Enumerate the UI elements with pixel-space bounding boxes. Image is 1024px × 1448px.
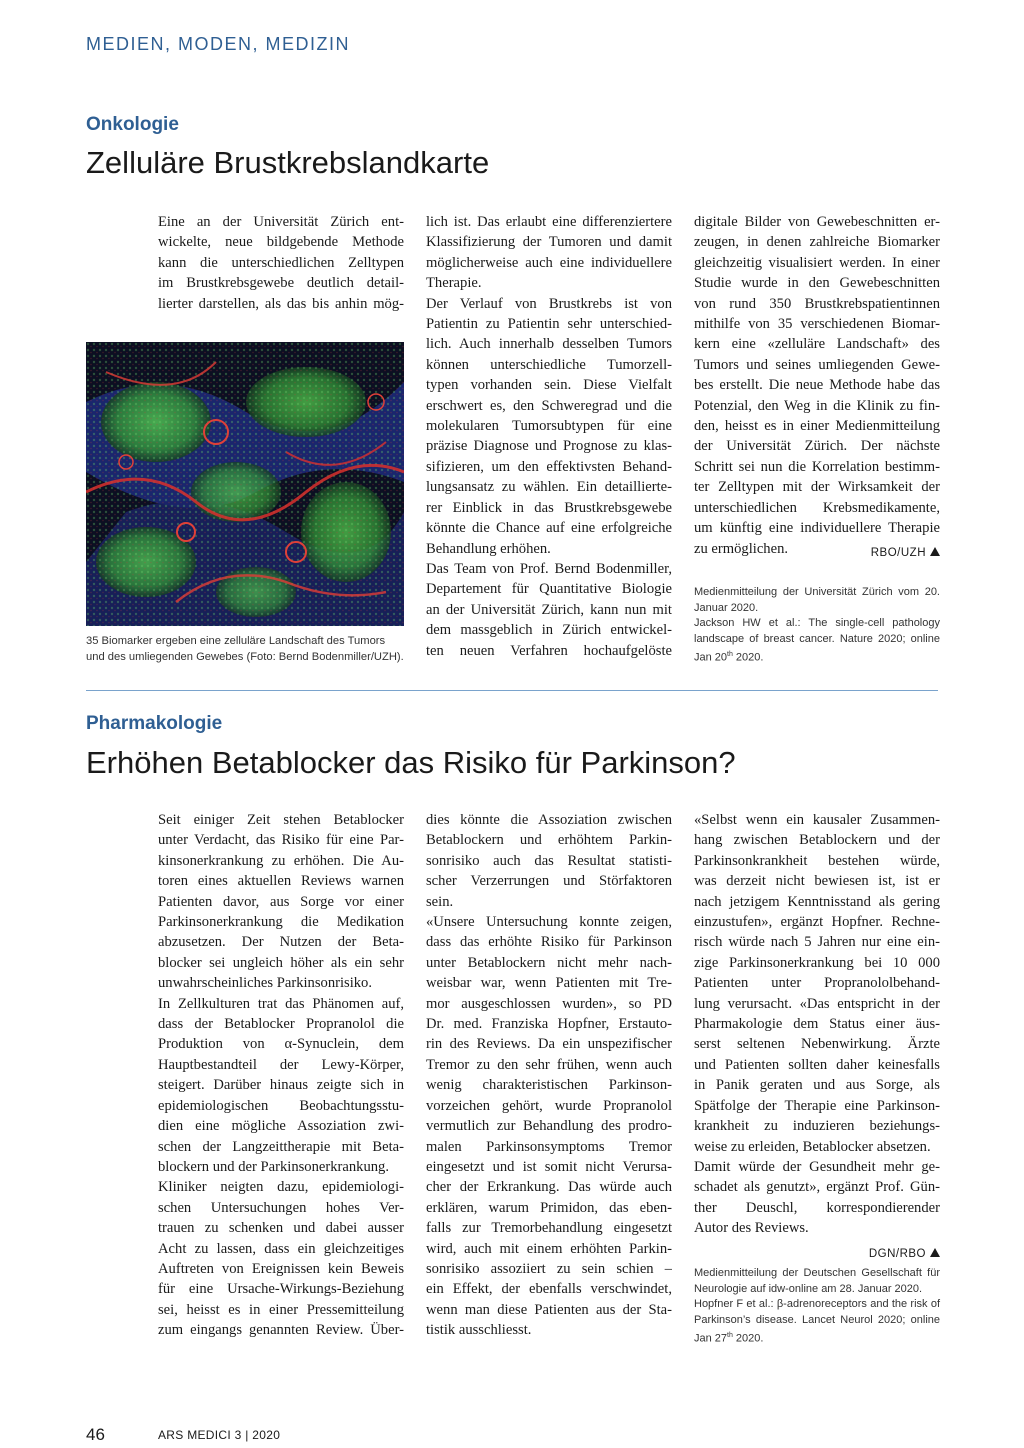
text-line: sifizieren, um den effektivsten Behand- [426,458,672,475]
article1-kicker: Onkologie [86,114,179,135]
text-line: mithilfe von 35 verschiedenen Biomar- [694,316,940,333]
article1-column-2 [426,212,672,661]
text-line: Dr. med. Franziska Hopfner, Erstauto- [426,1016,672,1033]
text-line: sei, heisst es in einer Pressemitteilung [158,1301,404,1318]
text-line: Der Verlauf von Brustkrebs ist von [426,295,672,312]
page-number: 46 [86,1425,105,1444]
text-line: Patienten unter Propranololbehand- [694,975,940,992]
text-line: ten neuen Verfahren hochaufgelöste [426,642,672,659]
text-line: Patienten davor, aus Sorge vor einer [158,893,404,910]
text-line: von rund 350 Brustkrebspatientinnen [694,295,940,312]
text-line: Hauptbestandteil der Lewy-Körper, [158,1056,404,1073]
text-line: kann die unterschiedlichen Zelltypen [158,254,404,271]
text-line: trauen zu schenken und dabei ausser [158,1220,404,1237]
article2-column-3 [694,810,940,1239]
text-line: unter Verdacht, das Risiko für eine Par- [158,832,404,849]
article2-signature [694,1244,940,1262]
text-line: Auftreten von Ereignissen kein Beweis [158,1260,404,1277]
text-line: krankheit zu induzieren beziehungs- [694,1118,940,1135]
text-line: typen vorhanden sein. Diese Vielfalt [426,377,672,394]
text-line: «Selbst wenn ein kausaler Zusammen- [694,812,940,828]
text-line: Klassifizierung der Tumoren und damit [426,234,672,251]
text-line: falls zur Tremorbehandlung eingesetzt [426,1220,672,1237]
text-line: tistik ausschliesst. [426,1322,532,1339]
section-tag: MEDIEN, MODEN, MEDIZIN [86,34,351,54]
text-line: schadet als genutzt», ergänzt Prof. Gün- [694,1179,940,1196]
text-line: weisbar war, wenn Patienten mit Tre- [426,975,672,992]
end-triangle-icon [930,1248,940,1257]
text-line: mor ausgeschlossen wurden», so PD [426,995,672,1012]
text-line: Acht zu lassen, dass ein gleichzeitiges [158,1240,404,1257]
text-line: dien eine mögliche Assoziation zwi- [158,1118,404,1135]
text-line: sonrisiko auch das Resultat statisti- [426,852,672,869]
text-line: lich ist. Das erlaubt eine differenziertere [426,214,672,230]
text-line: um künftig eine individuellere Therapie [694,520,940,537]
text-line: toren eines aktuellen Reviews warnen [158,873,404,890]
text-line: wenn man diese Patienten aus der Sta- [426,1301,672,1318]
text-line: abzusetzen. Der Nutzen der Beta- [158,934,404,951]
article1-ref-2: Jackson HW et al.: The single-cell pathology landscape of breast cancer. Nature 2020; online Jan 20th 2020. [694,617,940,664]
image-caption: 35 Biomarker ergeben eine zelluläre Landschaft des Tumors und des umliegenden Gewebes (Foto: Bernd Bodenmiller/UZH). [86,635,404,663]
text-line: «Unsere Untersuchung konnte zeigen, [426,914,672,931]
text-line: Kliniker neigten dazu, epidemiologi- [158,1179,404,1196]
article1-column-1 [158,212,404,314]
article2-references [694,1266,940,1347]
text-line: ein Effekt, der ebenfalls verschwindet, [426,1281,672,1298]
text-line: und Patienten sollten daher keinesfalls [694,1056,940,1073]
text-line: Seit einiger Zeit stehen Betablocker [158,812,404,828]
text-line: Departement für Quantitative Biologie [426,581,672,598]
text-line: epidemiologischen Beobachtungsstu- [158,1097,404,1114]
text-line: Parkinsonerkrankung die Medikation [158,914,404,931]
text-line: Parkinsonkrankheit bestehen würde, [694,852,940,869]
text-line: unwahrscheinliches Parkinsonrisiko. [158,975,373,992]
text-line: lungsansatz zu wählen. Ein detaillierte- [426,479,672,496]
text-line: dass der Betablocker Propranolol die [158,1016,404,1033]
text-line: zeugen, in denen zahlreiche Biomarker [694,234,940,251]
text-line: rer Einblick in das Brustkrebsgewebe [426,499,672,516]
text-line: Tumors und seines umliegenden Gewe- [694,356,940,373]
text-line: risch würde nach 5 Jahren nur eine ein- [694,934,940,951]
text-line: Potenzial, den Weg in die Klinik zu fin- [694,397,940,414]
text-line: in Panik geraten und aus Sorge, als [694,1077,940,1094]
text-line: lierter darstellen, als das bis anhin mög- [158,295,404,312]
article2-column-2 [426,810,672,1341]
text-line: präzise Diagnose und Prognose zu klas- [426,438,672,455]
text-line: Betablockern und erhöhtem Parkin- [426,832,672,849]
text-line: molekularen Tumorsubtypen für eine [426,418,672,435]
text-line: wickelte, neue bildgebende Methode [158,234,404,251]
text-line: zum eingangs genannten Review. Über- [158,1322,404,1339]
text-line: digitale Bilder von Gewebeschnitten er- [694,214,940,230]
text-line: Das Team von Prof. Bernd Bodenmiller, [426,560,672,577]
text-line: In Zellkulturen trat das Phänomen auf, [158,995,404,1012]
text-line: kinsonerkrankung zu erhöhen. Die Au- [158,852,404,869]
text-line: Patientin zu Patientin sehr unterschied- [426,316,672,333]
text-line: einzustufen», ergänzt Hopfner. Rechne- [694,914,940,931]
text-line: könnte die Chance auf eine erfolgreiche [426,520,672,537]
text-line: an der Universität Zürich, kann nun mit [426,601,672,618]
text-line: cher der Erkrankung. Das würde auch [426,1179,672,1196]
text-line: gleichzeitig visualisiert werden. In einer [694,254,940,271]
text-line: zige Parkinsonerkrankung bei 10 000 [694,954,940,971]
text-line: erschwert es, den Schweregrad und die [426,397,672,414]
text-line: vorzeichen gehört, wurde Propranolol [426,1097,672,1114]
tumor-landscape-illustration [86,342,404,626]
text-line: wird, auch mit einem erhöhten Parkin- [426,1240,672,1257]
text-line: blocker sei ungleich höher als ein sehr [158,954,404,971]
text-line: malen Parkinsonsymptoms Tremor [426,1138,672,1155]
text-line: nach jetzigem Kenntnisstand als gering [694,893,940,910]
text-line: was derzeit nicht bewiesen ist, ist er [694,873,940,890]
text-line: serst seltenen Nebenwirkung. Ärzte [694,1036,940,1053]
microscopy-image [86,342,404,626]
article2-title: Erhöhen Betablocker das Risiko für Parkinson? [86,745,736,780]
text-line: steigert. Darüber hinaus zeigte sich in [158,1077,404,1094]
text-line: wenig charakteristischen Parkinson- [426,1077,672,1094]
section-divider [86,690,938,691]
article1-title: Zelluläre Brustkrebslandkarte [86,145,490,180]
article2-kicker: Pharmakologie [86,713,223,734]
text-line: lung verursacht. «Das entspricht in der [694,995,940,1012]
text-line: Tremor zu den sehr frühen, wenn auch [426,1056,672,1073]
text-line: dem massgeblich in Zürich entwickel- [426,622,672,639]
text-line: Schritt sei nun die Korrelation bestimm- [694,458,940,475]
text-line: eingesetzt und ist somit nicht Verursa- [426,1158,672,1175]
article2-ref-1: Medienmitteilung der Deutschen Gesellschaft für Neurologie auf idw-online am 28. Januar 2020. [694,1267,940,1295]
magazine-issue: ARS MEDICI 3 | 2020 [158,1428,281,1442]
text-line: im Brustkrebsgewebe deutlich detail- [158,275,404,292]
article1-signature [694,543,940,561]
article2-ref-2: Hopfner F et al.: β-adrenoreceptors and the risk of Parkinson’s disease. Lancet Neurol 2020; online Jan 27th 2020. [694,1298,940,1345]
text-line: dies könnte die Assoziation zwischen [426,812,672,828]
text-line: dass das erhöhte Risiko für Parkinson [426,934,672,951]
text-line: kern eine «zelluläre Landschaft» des [694,336,940,353]
text-line: können unterschiedliche Tumorzell- [426,356,672,373]
text-line: Produktion von α-Synuclein, dem [158,1036,404,1053]
text-line: lich. Auch innerhalb desselben Tumors [426,336,672,353]
article1-ref-1: Medienmitteilung der Universität Zürich vom 20. Januar 2020. [694,586,940,614]
text-line: möglicherweise auch eine individuellere [426,254,672,271]
article2-signature-text: DGN/RBO [868,1248,926,1260]
text-line: rin des Reviews. Da ein unspezifischer [426,1036,672,1053]
text-line: Damit würde der Gesundheit mehr ge- [694,1158,940,1175]
text-line: sein. [426,893,454,910]
text-line: Eine an der Universität Zürich ent- [158,214,404,230]
end-triangle-icon [930,547,940,556]
text-line: sonrisiko assoziiert zu sein schien – [426,1260,672,1277]
text-line: zu ermöglichen. [694,540,789,557]
text-line: Behandlung erhöhen. [426,540,551,557]
text-line: schen der Langzeittherapie mit Beta- [158,1138,404,1155]
article1-column-3 [694,212,940,559]
article1-references [694,585,940,666]
text-line: bes erstellt. Die neue Methode habe das [694,377,940,394]
text-line: schen Untersuchungen hohes Ver- [158,1199,404,1216]
text-line: Spätfolge der Therapie eine Parkinson- [694,1097,940,1114]
text-line: ter Zelltypen mit der Wirksamkeit der [694,479,940,496]
text-line: scher Verzerrungen und Störfaktoren [426,873,672,890]
text-line: erklären, warum Primidon, das eben- [426,1199,672,1216]
text-line: hang zwischen Betablockern und der [694,832,940,849]
article1-signature-text: RBO/UZH [870,547,926,559]
text-line: weise zu erleiden, Betablocker absetzen. [694,1138,931,1155]
text-line: vermutlich zur Behandlung des prodro- [426,1118,672,1135]
text-line: ther Deuschl, korrespondierender [694,1199,940,1216]
text-line: blockern und der Parkinsonerkrankung. [158,1158,390,1175]
text-line: unter Betablockern nicht mehr nach- [426,954,672,971]
article2-column-1 [158,810,404,1341]
text-line: unterschiedlichen Krebsmedikamente, [694,499,940,516]
text-line: Therapie. [426,275,482,292]
text-line: Studie wurde in den Gewebeschnitten [694,275,940,292]
text-line: für eine Ursache-Wirkungs-Beziehung [158,1281,404,1298]
text-line: Pharmakologie dem Status einer äus- [694,1016,940,1033]
text-line: Autor des Reviews. [694,1220,809,1237]
text-line: der Universität Zürich. Der nächste [694,438,940,455]
text-line: den, heisst es in einer Medienmitteilung [694,418,940,435]
